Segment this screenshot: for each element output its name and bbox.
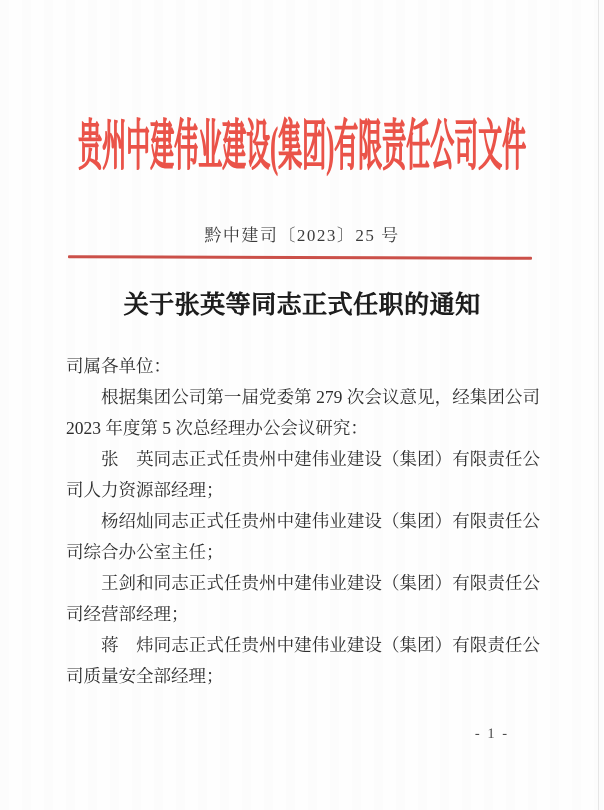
page-number: - 1 - [474,726,510,742]
red-divider-rule [68,255,532,260]
letterhead [0,100,604,179]
body-paragraph: 张 英同志正式任贵州中建伟业建设（集团）有限责任公司人力资源部经理； [66,449,540,500]
document-number: 黔中建司〔2023〕25 号 [204,226,400,245]
body-paragraph: 根据集团公司第一届党委第 279 次会议意见，经集团公司 2023 年度第 5 次总经理办公会议研究： [66,387,540,438]
document-body [66,351,540,692]
letterhead-title: 贵州中建伟业建设(集团)有限责任公司文件 [78,118,526,179]
body-paragraph: 杨绍灿同志正式任贵州中建伟业建设（集团）有限责任公司综合办公室主任； [66,511,540,562]
body-paragraph: 王剑和同志正式任贵州中建伟业建设（集团）有限责任公司经营部经理； [66,573,540,624]
body-paragraph: 蒋 炜同志正式任贵州中建伟业建设（集团）有限责任公司质量安全部经理； [66,635,540,686]
document-title: 关于张英等同志正式任职的通知 [123,292,481,319]
salutation: 司属各单位： [66,356,171,376]
